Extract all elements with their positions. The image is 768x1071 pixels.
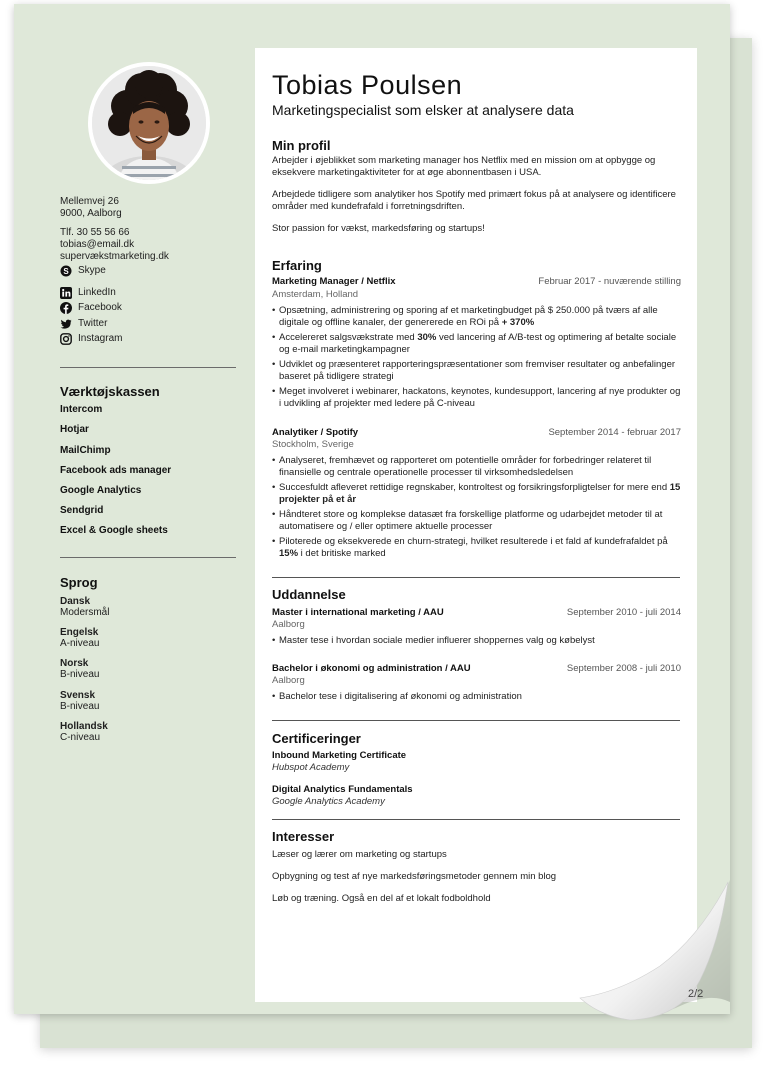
- job-title: Marketing Manager / Netflix: [272, 276, 396, 287]
- job-bullet: • Analyseret, fremhævet og rapporteret om potentielle områder for forbedringer relateret til finansielle og centrale operationelle processer til virksomhedsledelsen: [272, 455, 682, 478]
- email-link[interactable]: tobias@email.dk: [60, 239, 135, 250]
- language-name: Norsk: [60, 658, 89, 669]
- page-number: 2/2: [688, 988, 704, 1000]
- education-header: [272, 607, 681, 618]
- job-header: [272, 427, 681, 438]
- instagram-icon: [60, 333, 72, 345]
- tool-item: Intercom: [60, 404, 103, 415]
- education-title: Bachelor i økonomi og administration / AAU: [272, 663, 471, 674]
- language-name: Engelsk: [60, 627, 99, 638]
- social-links: [60, 285, 122, 347]
- person-name: Tobias Poulsen: [272, 70, 463, 100]
- linkedin-link[interactable]: [60, 285, 122, 301]
- address-line-2: 9000, Aalborg: [60, 208, 122, 219]
- language-item: [60, 627, 99, 649]
- job-date: September 2014 - februar 2017: [548, 427, 681, 438]
- section-divider: [272, 819, 680, 820]
- job-location: Stockholm, Sverige: [272, 439, 354, 450]
- education-location: Aalborg: [272, 619, 305, 630]
- job-bullet: • Piloterede og eksekverede en churn-strategi, hvilket resulterede i et fald af kundefrafaldet på 15% i det britiske marked: [272, 536, 682, 559]
- linkedin-icon: [60, 287, 72, 299]
- person-tagline: Marketingspecialist som elsker at analysere data: [272, 102, 574, 118]
- job-location: Amsterdam, Holland: [272, 289, 359, 300]
- tool-item: Excel & Google sheets: [60, 525, 168, 536]
- job-bullet: • Opsætning, administrering og sporing af et marketingbudget på $ 250.000 på tværs af alle digitale og offline kanaler, der genererede en ROi på + 370%: [272, 305, 682, 328]
- job-title: Analytiker / Spotify: [272, 427, 359, 438]
- linkedin-label: LinkedIn: [78, 286, 116, 298]
- job-bullet: • Accelereret salgsvækstrate med 30% ved lancering af A/B-test og optimering af betalte sociale og e-mail marketingkampagner: [272, 332, 682, 355]
- page-curl-icon: [560, 880, 750, 1040]
- tool-item: MailChimp: [60, 445, 111, 456]
- certification-issuer: Hubspot Academy: [272, 762, 350, 773]
- sidebar-divider: [60, 557, 236, 558]
- job-bullets: [272, 455, 682, 563]
- section-divider: [272, 577, 680, 578]
- education-heading: Uddannelse: [272, 587, 346, 602]
- instagram-link[interactable]: [60, 332, 122, 348]
- language-level: A-niveau: [60, 638, 100, 649]
- profile-photo: [88, 62, 210, 184]
- facebook-icon: [60, 302, 72, 314]
- skype-link[interactable]: [60, 263, 169, 279]
- interest-item: Læser og lærer om marketing og startups: [272, 849, 447, 860]
- language-name: Dansk: [60, 596, 91, 607]
- education-bullet: • Master tese i hvordan sociale medier influerer shoppernes valg og købelyst: [272, 635, 682, 647]
- education-bullets: [272, 635, 682, 651]
- twitter-link[interactable]: [60, 316, 122, 332]
- section-divider: [272, 720, 680, 721]
- language-level: B-niveau: [60, 669, 100, 680]
- language-item: [60, 596, 109, 618]
- address: [60, 196, 122, 220]
- sidebar-divider: [60, 367, 236, 368]
- education-header: [272, 663, 681, 674]
- tools-heading: Værktøjskassen: [60, 384, 160, 399]
- facebook-link[interactable]: [60, 301, 122, 317]
- language-item: [60, 690, 99, 712]
- job-bullet: • Håndteret store og komplekse datasæt fra forskellige platforme og udarbejdet metoder til at automatisere og / eller optimere aktuelle processer: [272, 509, 682, 532]
- instagram-label: Instagram: [78, 333, 123, 345]
- language-name: Hollandsk: [60, 721, 108, 732]
- profile-heading: Min profil: [272, 138, 331, 153]
- job-bullet: • Succesfuldt afleveret rettidige regnskaber, kontroltest og forsikringsforpligtelser for mere end 15 projekter på et år: [272, 482, 682, 505]
- certification-issuer: Google Analytics Academy: [272, 796, 385, 807]
- job-bullet: • Meget involveret i webinarer, hackatons, keynotes, kundesupport, lancering af nye produkter og i udvikling af projekter med ledere på C-niveau: [272, 386, 682, 409]
- language-level: C-niveau: [60, 732, 101, 743]
- interests-heading: Interesser: [272, 829, 335, 844]
- twitter-icon: [60, 318, 72, 330]
- language-level: Modersmål: [60, 607, 110, 618]
- skype-label: Skype: [78, 264, 106, 276]
- education-title: Master i international marketing / AAU: [272, 607, 444, 618]
- education-date: September 2008 - juli 2010: [566, 663, 681, 674]
- language-item: [60, 658, 99, 680]
- education-bullet: • Bachelor tese i digitalisering af økonomi og administration: [272, 691, 682, 703]
- certifications-heading: Certificeringer: [272, 731, 361, 746]
- tool-item: Hotjar: [60, 424, 89, 435]
- website-link[interactable]: supervækstmarketing.dk: [60, 251, 169, 262]
- interest-item: Løb og træning. Også en del af et lokalt fodboldhold: [272, 893, 491, 904]
- experience-heading: Erfaring: [272, 258, 322, 273]
- contact-info: [60, 227, 169, 279]
- skype-icon: [60, 265, 72, 277]
- job-header: [272, 276, 681, 287]
- profile-paragraph: Stor passion for vækst, markedsføring og startups!: [272, 223, 485, 234]
- language-name: Svensk: [60, 690, 96, 701]
- interest-item: Opbygning og test af nye markedsføringsmetoder gennem min blog: [272, 871, 557, 882]
- twitter-label: Twitter: [78, 317, 108, 329]
- certification-title: Inbound Marketing Certificate: [272, 750, 407, 761]
- language-item: [60, 721, 108, 743]
- svg-text:S: S: [63, 266, 69, 276]
- language-level: B-niveau: [60, 701, 100, 712]
- profile-paragraph: Arbejdede tidligere som analytiker hos Spotify med primært fokus på at analysere og identificere områder med kundefrafald i forretningsdriften.: [272, 189, 676, 212]
- job-bullets: [272, 305, 682, 413]
- tool-item: Facebook ads manager: [60, 465, 172, 476]
- phone: Tlf. 30 55 56 66: [60, 227, 130, 238]
- job-bullet: • Udviklet og præsenteret rapporteringspræsentationer som fremviser resultater og anbefalinger baseret på tidligere strategi: [272, 359, 682, 382]
- tool-item: Google Analytics: [60, 485, 142, 496]
- education-location: Aalborg: [272, 675, 305, 686]
- job-date: Februar 2017 - nuværende stilling: [538, 276, 681, 287]
- education-bullets: [272, 691, 682, 707]
- facebook-label: Facebook: [78, 302, 122, 314]
- certification-title: Digital Analytics Fundamentals: [272, 784, 413, 795]
- address-line-1: Mellemvej 26: [60, 196, 119, 207]
- education-date: September 2010 - juli 2014: [566, 607, 681, 618]
- person-portrait-icon: [92, 66, 206, 180]
- profile-paragraph: Arbejder i øjeblikket som marketing manager hos Netflix med en mission om at opbygge og eksekvere marketingaktiviteter for at øge abonnentbasen i USA.: [272, 155, 656, 178]
- tool-item: Sendgrid: [60, 505, 104, 516]
- languages-heading: Sprog: [60, 575, 98, 590]
